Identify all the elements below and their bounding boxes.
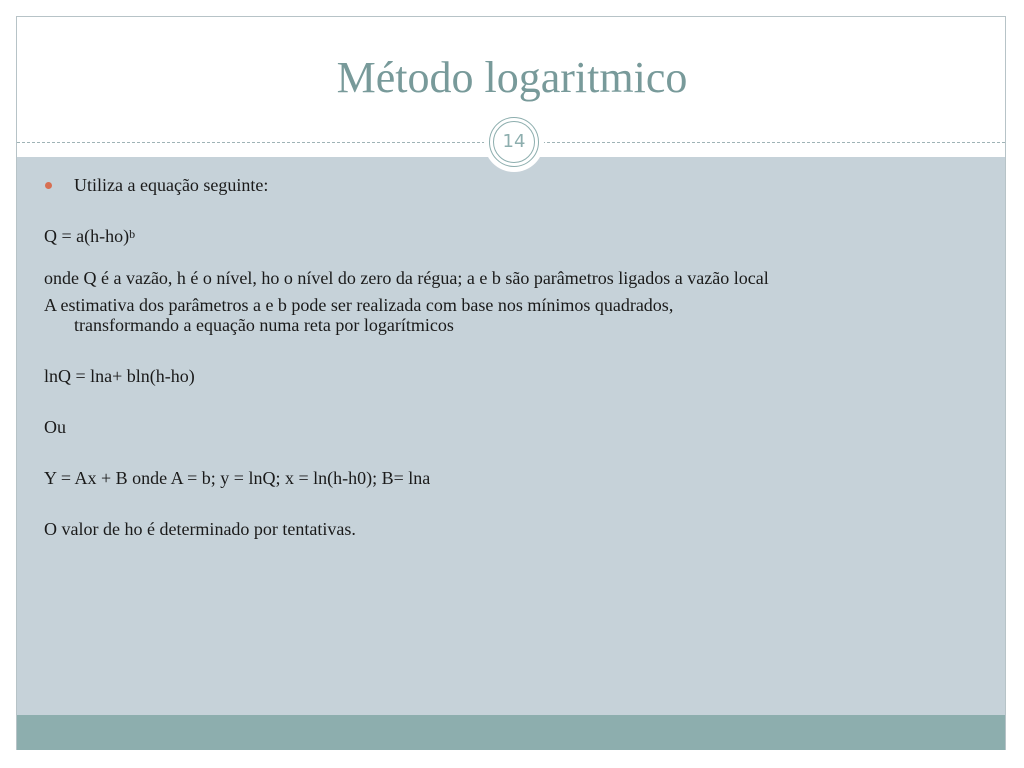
estimate-line-1: A estimativa dos parâmetros a e b pode ser realizada com base nos mínimos quadrados, xyxy=(44,295,674,315)
final-line: O valor de ho é determinado por tentativas. xyxy=(44,519,356,539)
definition-line: onde Q é a vazão, h é o nível, ho o nível do zero da régua; a e b são parâmetros ligados a vazão local xyxy=(44,268,769,288)
content-area xyxy=(17,157,1005,715)
page-number-badge: 14 xyxy=(493,121,535,163)
ln-equation-line: lnQ = lna+ bln(h-ho) xyxy=(44,366,195,386)
footer-band xyxy=(17,715,1005,750)
estimate-line-2: transformando a equação numa reta por logarítmicos xyxy=(74,315,454,335)
slide-title: Método logaritmico xyxy=(336,53,688,102)
equation-line xyxy=(44,226,135,246)
equation-base: Q = a(h-ho) xyxy=(44,226,130,246)
bullet-text: Utiliza a equação seguinte: xyxy=(74,175,269,195)
equation-exponent: b xyxy=(129,227,136,241)
linear-form-line: Y = Ax + B onde A = b; y = lnQ; x = ln(h-h0); B= lna xyxy=(44,468,431,488)
ou-line: Ou xyxy=(44,417,66,437)
bullet-icon xyxy=(45,182,52,189)
